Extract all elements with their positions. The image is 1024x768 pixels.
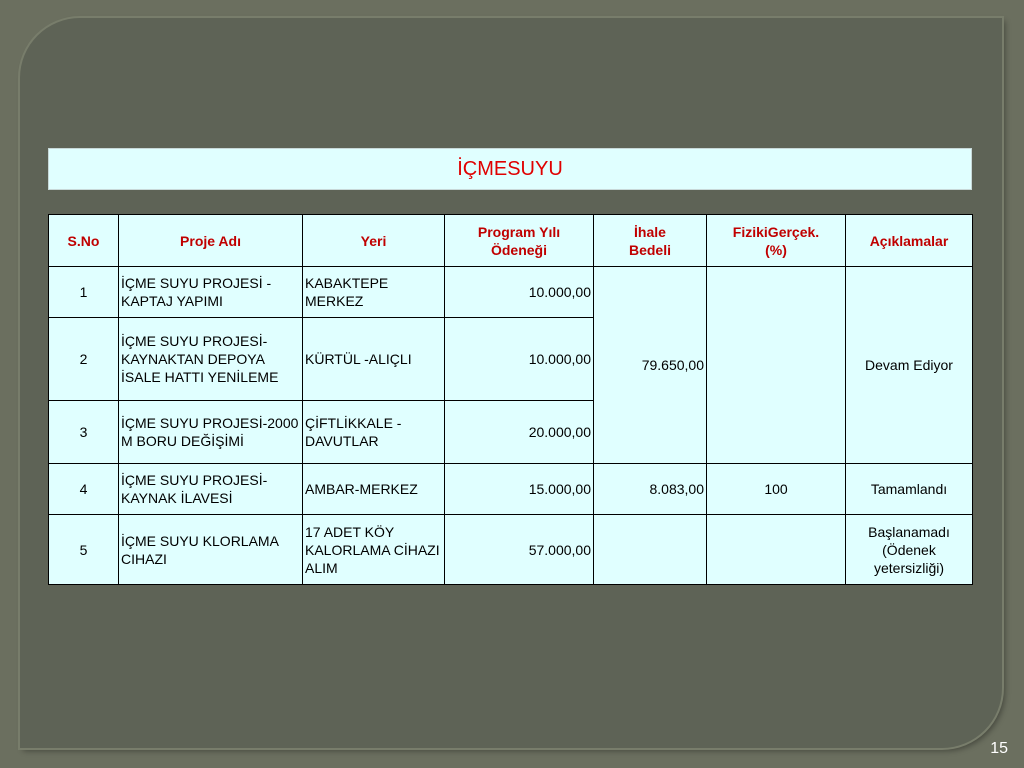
header-program-line2: Ödeneği <box>490 241 547 258</box>
cell-aciklama: Tamamlandı <box>846 464 973 515</box>
cell-fiziki-merged <box>707 267 846 464</box>
header-aciklama: Açıklamalar <box>846 215 973 267</box>
cell-odenek: 10.000,00 <box>445 318 594 401</box>
cell-sno: 5 <box>49 515 119 585</box>
cell-yeri: KABAKTEPE MERKEZ <box>303 267 445 318</box>
header-sno: S.No <box>49 215 119 267</box>
cell-yeri: AMBAR-MERKEZ <box>303 464 445 515</box>
header-ihale-line2: Bedeli <box>628 241 671 258</box>
cell-proje: İÇME SUYU PROJESİ-KAYNAKTAN DEPOYA İSALE HATTI YENİLEME <box>119 318 303 401</box>
cell-fiziki <box>707 515 846 585</box>
slide-title-text: İÇMESUYU <box>457 157 563 180</box>
cell-proje: İÇME SUYU PROJESİ -KAPTAJ YAPIMI <box>119 267 303 318</box>
cell-yeri: ÇİFTLİKKALE -DAVUTLAR <box>303 401 445 464</box>
header-proje: Proje Adı <box>119 215 303 267</box>
cell-yeri: 17 ADET KÖY KALORLAMA CİHAZI ALIM <box>303 515 445 585</box>
cell-sno: 1 <box>49 267 119 318</box>
cell-sno: 4 <box>49 464 119 515</box>
cell-aciklama-line2: (Ödenek <box>882 541 936 558</box>
cell-ihale <box>594 515 707 585</box>
table-row <box>49 515 973 585</box>
slide-title <box>48 148 972 190</box>
projects-table <box>48 214 973 585</box>
header-program <box>445 215 594 267</box>
cell-proje: İÇME SUYU KLORLAMA CIHAZI <box>119 515 303 585</box>
cell-proje: İÇME SUYU PROJESİ-KAYNAK İLAVESİ <box>119 464 303 515</box>
cell-ihale: 8.083,00 <box>594 464 707 515</box>
cell-sno: 3 <box>49 401 119 464</box>
cell-yeri: KÜRTÜL -ALIÇLI <box>303 318 445 401</box>
cell-aciklama-merged: Devam Ediyor <box>846 267 973 464</box>
header-ihale-line1: İhale <box>634 223 666 240</box>
header-program-line1: Program Yılı <box>477 223 561 240</box>
cell-aciklama-line3: yetersizliği) <box>873 559 944 576</box>
cell-odenek: 15.000,00 <box>445 464 594 515</box>
cell-aciklama-line1: Başlanamadı <box>868 523 950 540</box>
header-fiziki <box>707 215 846 267</box>
header-fiziki-line2: (%) <box>765 241 787 258</box>
cell-aciklama <box>846 515 973 585</box>
header-yeri: Yeri <box>303 215 445 267</box>
header-fiziki-line1: FizikiGerçek. <box>732 223 820 240</box>
header-ihale <box>594 215 707 267</box>
cell-odenek: 10.000,00 <box>445 267 594 318</box>
table-header-row <box>49 215 973 267</box>
cell-odenek: 20.000,00 <box>445 401 594 464</box>
cell-fiziki: 100 <box>707 464 846 515</box>
cell-odenek: 57.000,00 <box>445 515 594 585</box>
page-number: 15 <box>990 740 1008 757</box>
cell-proje: İÇME SUYU PROJESİ-2000 M BORU DEĞİŞİMİ <box>119 401 303 464</box>
cell-ihale-merged: 79.650,00 <box>594 267 707 464</box>
table-row <box>49 464 973 515</box>
table-row <box>49 267 973 318</box>
cell-sno: 2 <box>49 318 119 401</box>
